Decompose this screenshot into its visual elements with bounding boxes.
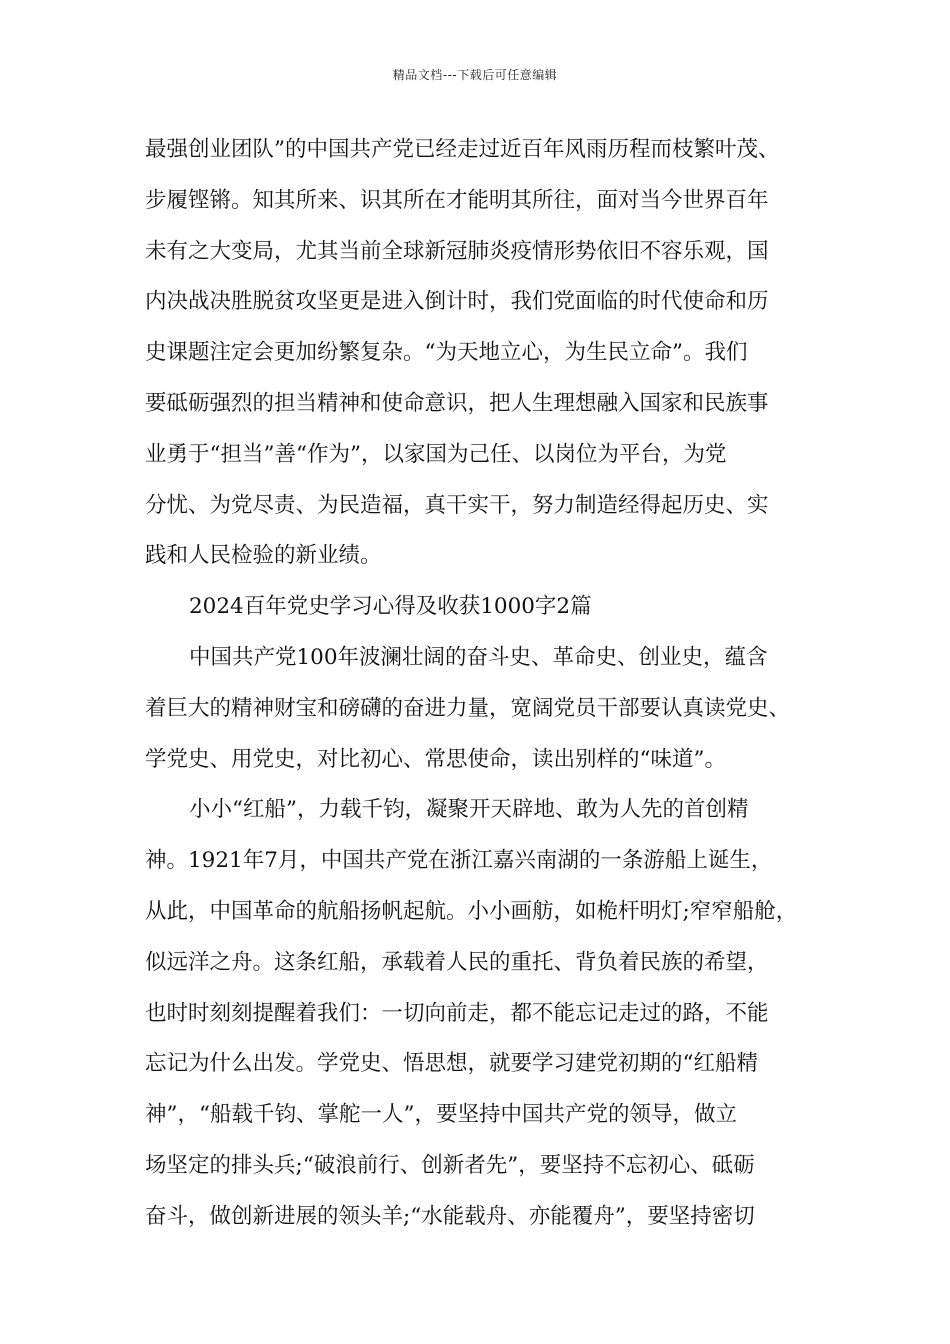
text-line: 学党史、用党史，对比初心、常思使命，读出别样的“味道”。 (145, 746, 726, 772)
text-line: 奋斗，做创新进展的领头羊;“水能载舟、亦能覆舟”，要坚持密切 (145, 1203, 755, 1229)
page-header: 精品文档---下载后可任意编辑 (392, 68, 558, 82)
text-line: 内决战决胜脱贫攻坚更是进入倒计时，我们党面临的时代使命和历 (145, 289, 769, 315)
section-heading: 2024百年党史学习心得及收获1000字2篇 (189, 594, 592, 620)
text-line: 场坚定的排头兵;“破浪前行、创新者先”，要坚持不忘初心、砥砺 (145, 1152, 755, 1178)
text-line: 从此，中国革命的航船扬帆起航。小小画舫，如桅杆明灯;窄窄船舱， (145, 898, 798, 924)
text-line: 要砥砺强烈的担当精神和使命意识，把人生理想融入国家和民族事 (145, 390, 769, 416)
text-line: 最强创业团队”的中国共产党已经走过近百年风雨历程而枝繁叶茂、 (145, 137, 780, 162)
text-line: 史课题注定会更加纷繁复杂。“为天地立心，为生民立命”。我们 (145, 340, 748, 366)
text-line: 分忧、为党尽责、为民造福，真干实干，努力制造经得起历史、实 (145, 492, 769, 518)
text-line: 小小“红船”，力载千钧，凝聚开天辟地、敢为人先的首创精 (189, 797, 749, 823)
text-line: 未有之大变局，尤其当前全球新冠肺炎疫情形势依旧不容乐观，国 (145, 238, 769, 264)
text-line: 中国共产党100年波澜壮阔的奋斗史、革命史、创业史，蕴含 (189, 644, 768, 670)
text-line: 也时时刻刻提醒着我们：一切向前走，都不能忘记走过的路，不能 (145, 1000, 769, 1026)
text-line: 步履铿锵。知其所来、识其所在才能明其所往，面对当今世界百年 (145, 187, 769, 213)
text-line: 神”，“船载千钧、掌舵一人”，要坚持中国共产党的领导，做立 (145, 1102, 737, 1128)
text-line: 忘记为什么出发。学党史、悟思想，就要学习建党初期的“红船精 (145, 1051, 758, 1077)
text-line: 着巨大的精神财宝和磅礴的奋进力量，宽阔党员干部要认真读党史、 (145, 695, 791, 721)
text-line: 似远洋之舟。这条红船，承载着人民的重托、背负着民族的希望， (145, 949, 769, 975)
text-line: 践和人民检验的新业绩。 (145, 543, 382, 569)
document-body (145, 125, 833, 1243)
text-line: 业勇于“担当”善“作为”，以家国为己任、以岗位为平台，为党 (145, 441, 727, 467)
text-line: 神。1921年7月，中国共产党在浙江嘉兴南湖的一条游船上诞生， (145, 848, 773, 874)
